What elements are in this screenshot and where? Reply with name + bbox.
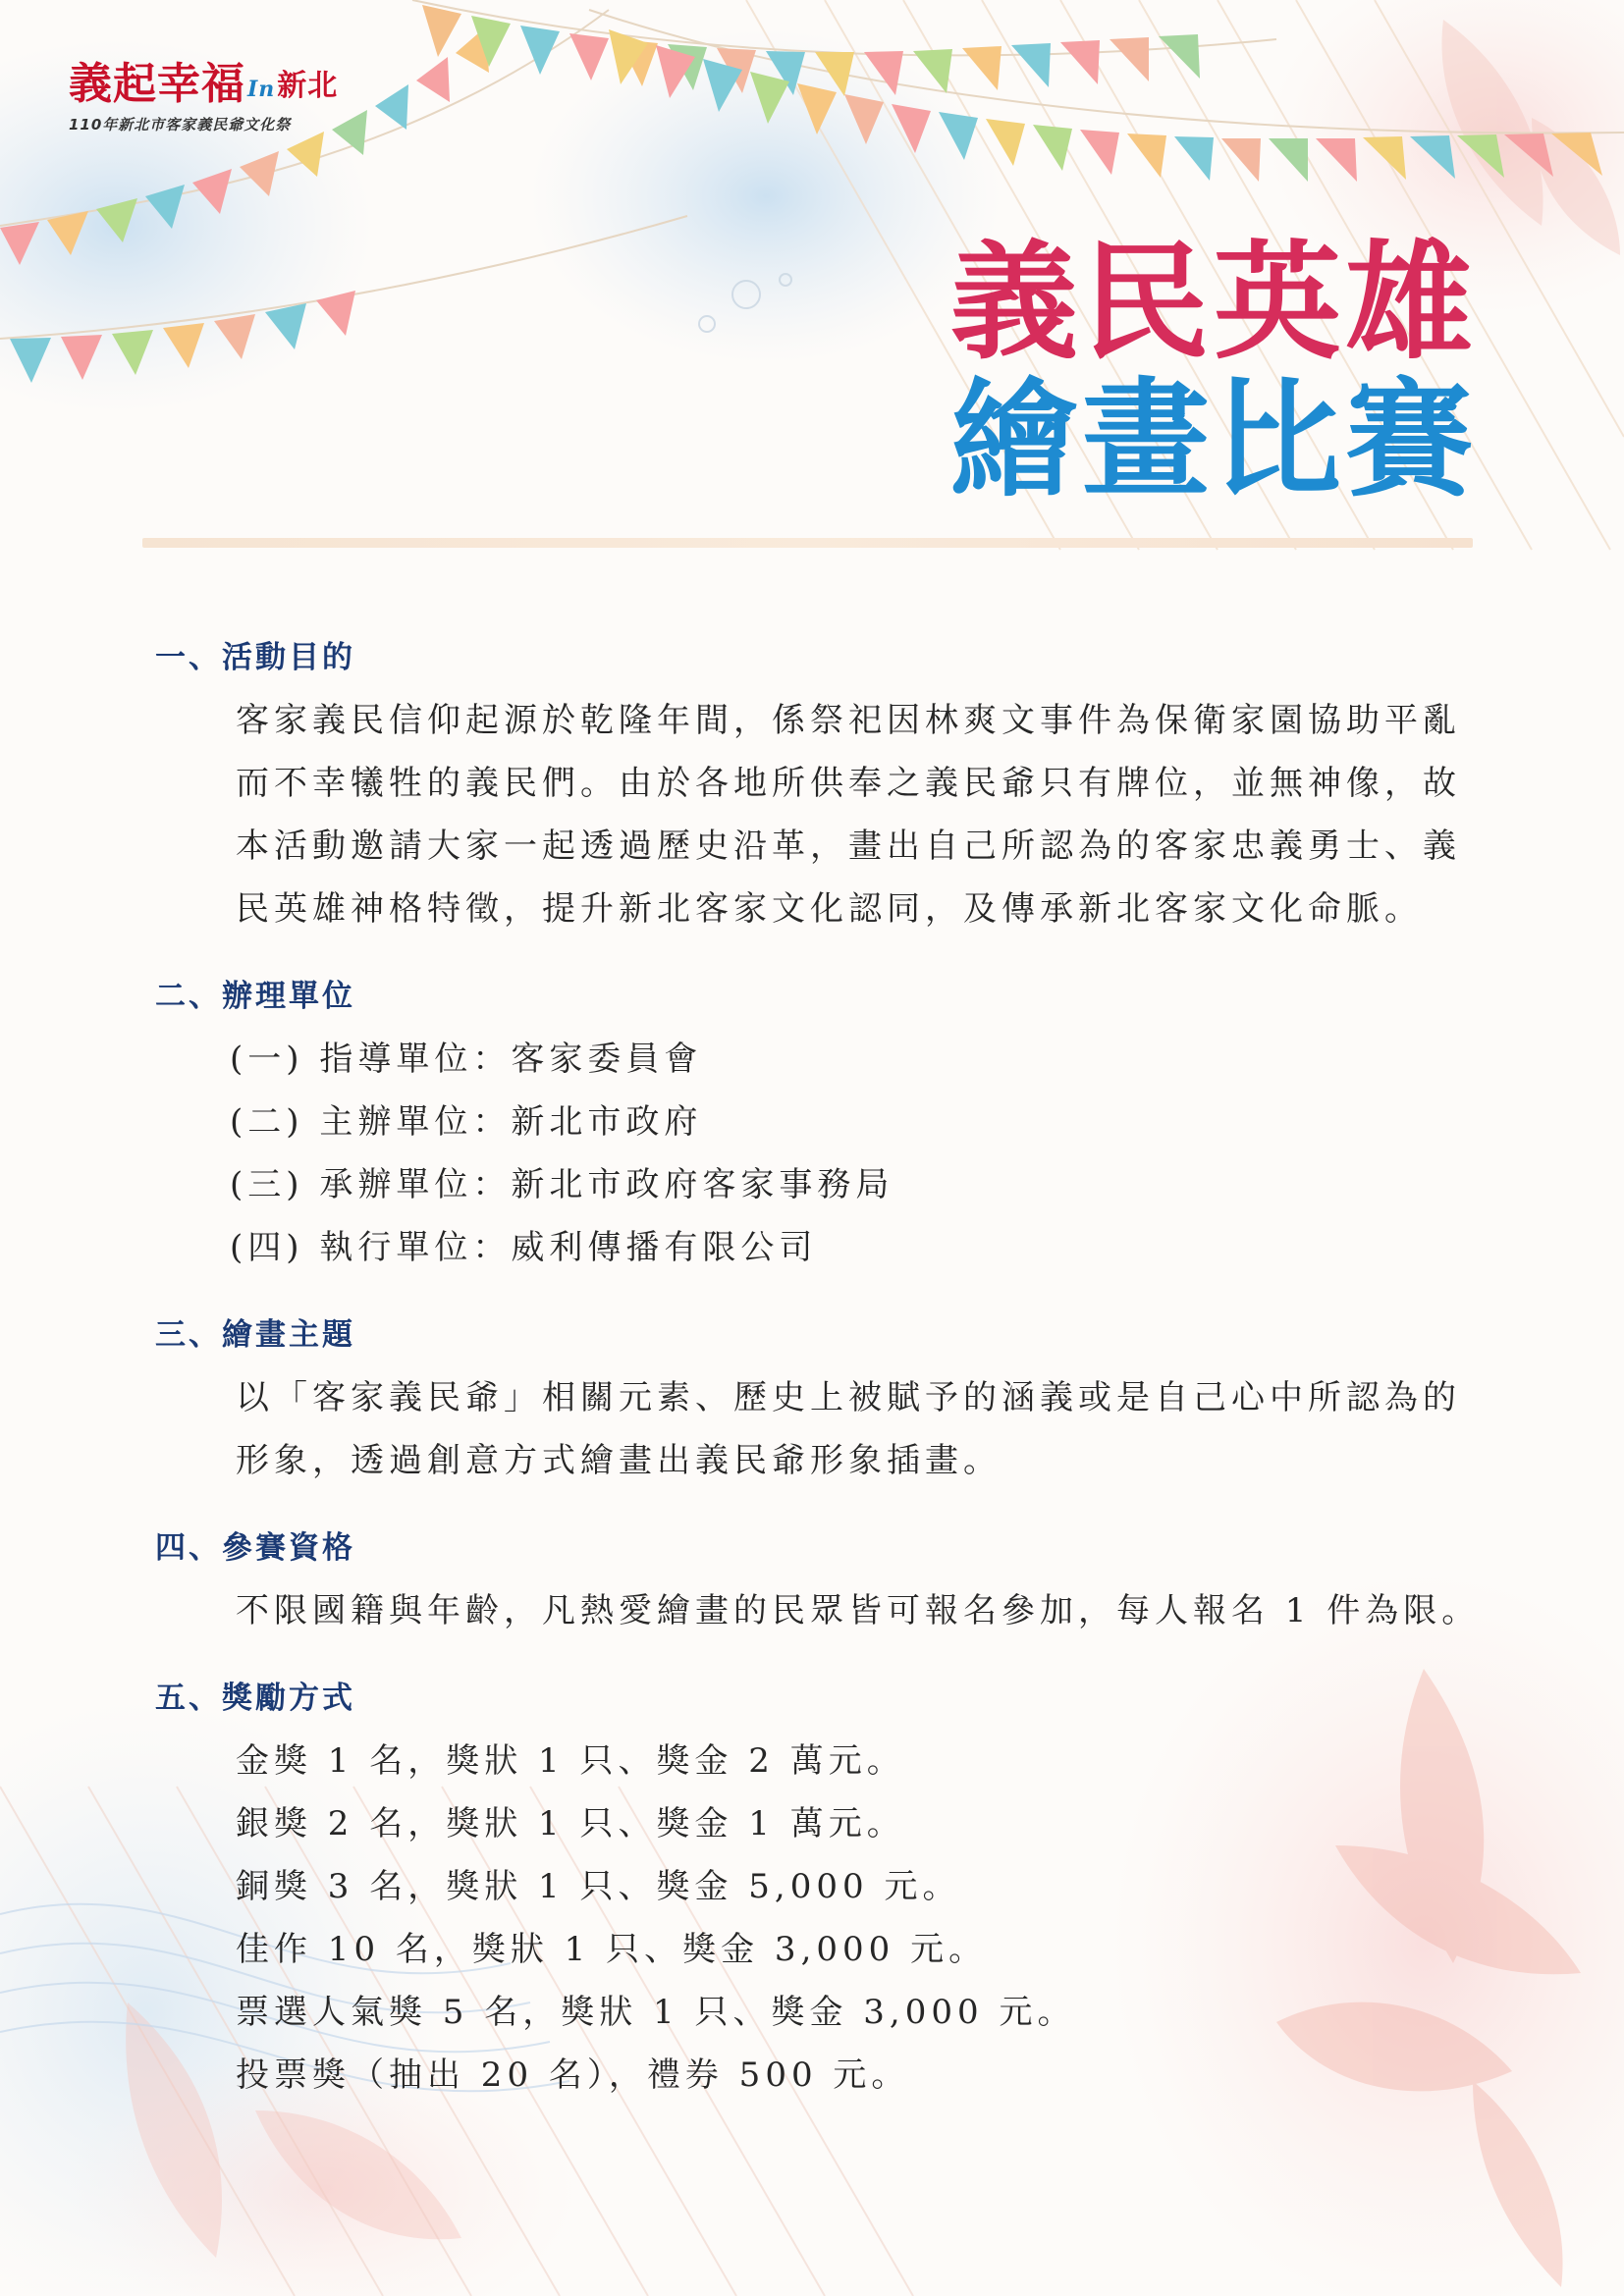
award-item: 金獎 1 名，獎狀 1 只、獎金 2 萬元。: [236, 1741, 905, 1781]
title-line-2: 繪畫比賽: [949, 365, 1477, 514]
section-body: [236, 1579, 1481, 1642]
organizer-item: (四) 執行單位：威利傳播有限公司: [230, 1228, 818, 1267]
paragraph-line: 民英雄神格特徵，提升新北客家文化認同，及傳承新北客家文化命脈。: [236, 889, 1423, 929]
paragraph-line: 本活動邀請大家一起透過歷史沿革，畫出自己所認為的客家忠義勇士、義: [236, 827, 1461, 866]
paragraph-line: 不限國籍與年齡，凡熱愛繪畫的民眾皆可報名參加，每人報名 1 件為限。: [236, 1591, 1481, 1630]
title-divider: [142, 538, 1473, 548]
poster-title: [949, 228, 1477, 514]
section-theme: [155, 1313, 1471, 1492]
section-awards: [155, 1677, 1471, 2107]
paragraph-line: 形象，透過創意方式繪畫出義民爺形象插畫。: [236, 1441, 1001, 1480]
section-eligibility: [155, 1526, 1481, 1642]
organizer-item: (一) 指導單位：客家委員會: [230, 1040, 703, 1079]
section-body: [236, 689, 1471, 940]
section-organizers: [155, 975, 1471, 1279]
logo-city-text: 新北: [277, 69, 339, 103]
award-item: 銅獎 3 名，獎狀 1 只、獎金 5,000 元。: [236, 1867, 961, 1906]
logo-title: [69, 59, 383, 109]
award-item: 票選人氣獎 5 名，獎狀 1 只、獎金 3,000 元。: [236, 1993, 1076, 2032]
section-heading: 二、辦理單位: [155, 979, 355, 1014]
section-purpose: [155, 636, 1471, 940]
section-body: [236, 1366, 1471, 1492]
logo-subtitle: 110年新北市客家義民爺文化祭: [69, 116, 292, 133]
award-item: 投票獎（抽出 20 名），禮券 500 元。: [236, 2056, 910, 2095]
event-logo: [69, 59, 383, 134]
award-item: 銀獎 2 名，獎狀 1 只、獎金 1 萬元。: [236, 1804, 905, 1843]
paragraph-line: 以「客家義民爺」相關元素、歷史上被賦予的涵義或是自己心中所認為的: [236, 1378, 1461, 1417]
section-heading: 四、參賽資格: [155, 1530, 355, 1566]
organizer-item: (二) 主辦單位：新北市政府: [230, 1102, 703, 1142]
logo-main-text: 義起幸福: [69, 59, 245, 109]
organizer-item: (三) 承辦單位：新北市政府客家事務局: [230, 1165, 894, 1204]
award-item: 佳作 10 名，獎狀 1 只、獎金 3,000 元。: [236, 1930, 988, 1969]
section-body: [230, 1028, 1471, 1279]
section-heading: 一、活動目的: [155, 640, 355, 675]
section-body: [236, 1730, 1471, 2107]
title-line-1: 義民英雄: [949, 228, 1477, 377]
paragraph-line: 客家義民信仰起源於乾隆年間，係祭祀因林爽文事件為保衛家園協助平亂: [236, 701, 1461, 740]
section-heading: 三、繪畫主題: [155, 1317, 355, 1353]
logo-in-text: In: [247, 77, 276, 102]
section-heading: 五、獎勵方式: [155, 1681, 355, 1716]
paragraph-line: 而不幸犧牲的義民們。由於各地所供奉之義民爺只有牌位，並無神像，故: [236, 764, 1461, 803]
